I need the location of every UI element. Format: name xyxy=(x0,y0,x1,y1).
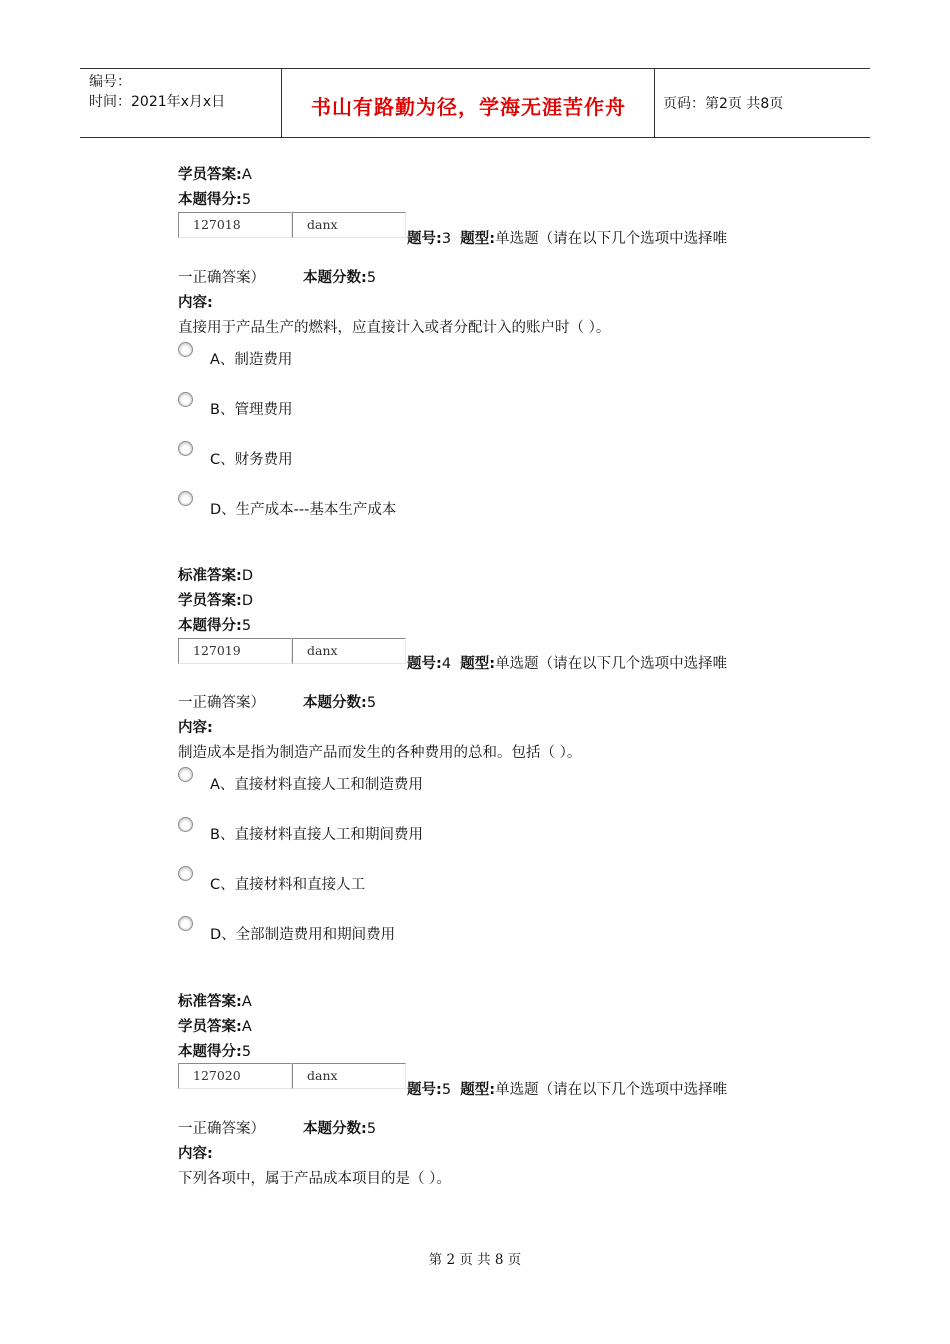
question-type-code-field: danx xyxy=(292,1063,406,1089)
standard-answer-line xyxy=(178,990,252,1011)
standard-answer-value: D xyxy=(241,568,253,584)
option-label: A、直接材料直接人工和制造费用 xyxy=(210,777,423,793)
student-answer-label: 学员答案: xyxy=(178,593,242,609)
score-line xyxy=(178,188,251,209)
student-answer-value: A xyxy=(241,1019,252,1035)
score-label: 本题得分: xyxy=(178,618,242,634)
option-radio[interactable] xyxy=(178,767,193,782)
page-footer: 第 2 页 共 8 页 xyxy=(428,1252,522,1268)
question-id-field: 127019 xyxy=(178,638,292,664)
student-answer-label: 学员答案: xyxy=(178,167,242,183)
question-number-label: 题号: xyxy=(407,656,442,672)
question-type-text: 单选题（请在以下几个选项中选择唯 xyxy=(495,656,728,672)
question-type-line xyxy=(178,266,376,287)
score-value: 5 xyxy=(241,618,252,634)
option-label: D、生产成本---基本生产成本 xyxy=(210,502,397,518)
question-type-line xyxy=(178,1117,376,1138)
standard-answer-value: A xyxy=(241,994,252,1010)
score-value: 5 xyxy=(241,1044,252,1060)
content-label: 内容: xyxy=(178,295,213,311)
standard-answer-label: 标准答案: xyxy=(178,568,242,584)
option-label: C、财务费用 xyxy=(210,452,293,468)
option-radio[interactable] xyxy=(178,392,193,407)
student-answer-line xyxy=(178,589,253,610)
question-type-code-field: danx xyxy=(292,212,406,238)
header-divider xyxy=(654,69,655,137)
question-type-code-field: danx xyxy=(292,638,406,664)
question-type-text: 单选题（请在以下几个选项中选择唯 xyxy=(495,1082,728,1098)
option-label: D、全部制造费用和期间费用 xyxy=(210,927,396,943)
standard-answer-label: 标准答案: xyxy=(178,994,242,1010)
question-type-label: 题型: xyxy=(460,231,496,247)
content-label: 内容: xyxy=(178,720,213,736)
question-points: 5 xyxy=(366,270,377,286)
question-type-label: 题型: xyxy=(460,1082,496,1098)
question-number: 5 xyxy=(441,1082,452,1098)
option-radio[interactable] xyxy=(178,866,193,881)
content-label: 内容: xyxy=(178,1146,213,1162)
student-answer-value: D xyxy=(241,593,253,609)
header-page-info: 页码：第2页 共8页 xyxy=(663,96,784,112)
option-label: A、制造费用 xyxy=(210,352,293,368)
time-label: 时间：2021年x月x日 xyxy=(89,94,226,110)
student-answer-value: A xyxy=(241,167,252,183)
question-id-field: 127020 xyxy=(178,1063,292,1089)
question-header xyxy=(407,652,727,673)
question-points: 5 xyxy=(366,1121,377,1137)
option-label: B、管理费用 xyxy=(210,402,293,418)
score-value: 5 xyxy=(241,192,252,208)
question-content: 制造成本是指为制造产品而发生的各种费用的总和。包括（ ）。 xyxy=(178,745,582,761)
serial-label: 编号： xyxy=(89,74,131,90)
option-radio[interactable] xyxy=(178,342,193,357)
score-line xyxy=(178,614,251,635)
question-content: 下列各项中，属于产品成本项目的是（ ）。 xyxy=(178,1171,451,1187)
question-points: 5 xyxy=(366,695,377,711)
question-type-text-cont: 一正确答案） xyxy=(178,270,265,286)
option-label: B、直接材料直接人工和期间费用 xyxy=(210,827,423,843)
question-type-line xyxy=(178,691,376,712)
question-content: 直接用于产品生产的燃料，应直接计入或者分配计入的账户时（ ）。 xyxy=(178,320,611,336)
score-label: 本题得分: xyxy=(178,192,242,208)
question-number: 4 xyxy=(441,656,452,672)
student-answer-line xyxy=(178,163,252,184)
question-points-label: 本题分数: xyxy=(303,270,367,286)
question-id-field: 127018 xyxy=(178,212,292,238)
question-points-label: 本题分数: xyxy=(303,1121,367,1137)
question-type-text: 单选题（请在以下几个选项中选择唯 xyxy=(495,231,728,247)
question-header xyxy=(407,227,727,248)
standard-answer-line xyxy=(178,564,253,585)
student-answer-line xyxy=(178,1015,252,1036)
question-type-text-cont: 一正确答案） xyxy=(178,695,265,711)
student-answer-label: 学员答案: xyxy=(178,1019,242,1035)
question-type-label: 题型: xyxy=(460,656,496,672)
header-meta xyxy=(89,72,225,112)
option-label: C、直接材料和直接人工 xyxy=(210,877,366,893)
score-line xyxy=(178,1040,251,1061)
question-header xyxy=(407,1078,727,1099)
option-radio[interactable] xyxy=(178,916,193,931)
question-number: 3 xyxy=(441,231,452,247)
question-number-label: 题号: xyxy=(407,231,442,247)
question-number-label: 题号: xyxy=(407,1082,442,1098)
header-motto: 书山有路勤为径，学海无涯苦作舟 xyxy=(311,95,626,119)
option-radio[interactable] xyxy=(178,491,193,506)
question-type-text-cont: 一正确答案） xyxy=(178,1121,265,1137)
option-radio[interactable] xyxy=(178,817,193,832)
score-label: 本题得分: xyxy=(178,1044,242,1060)
page-header xyxy=(80,68,870,138)
question-points-label: 本题分数: xyxy=(303,695,367,711)
option-radio[interactable] xyxy=(178,441,193,456)
